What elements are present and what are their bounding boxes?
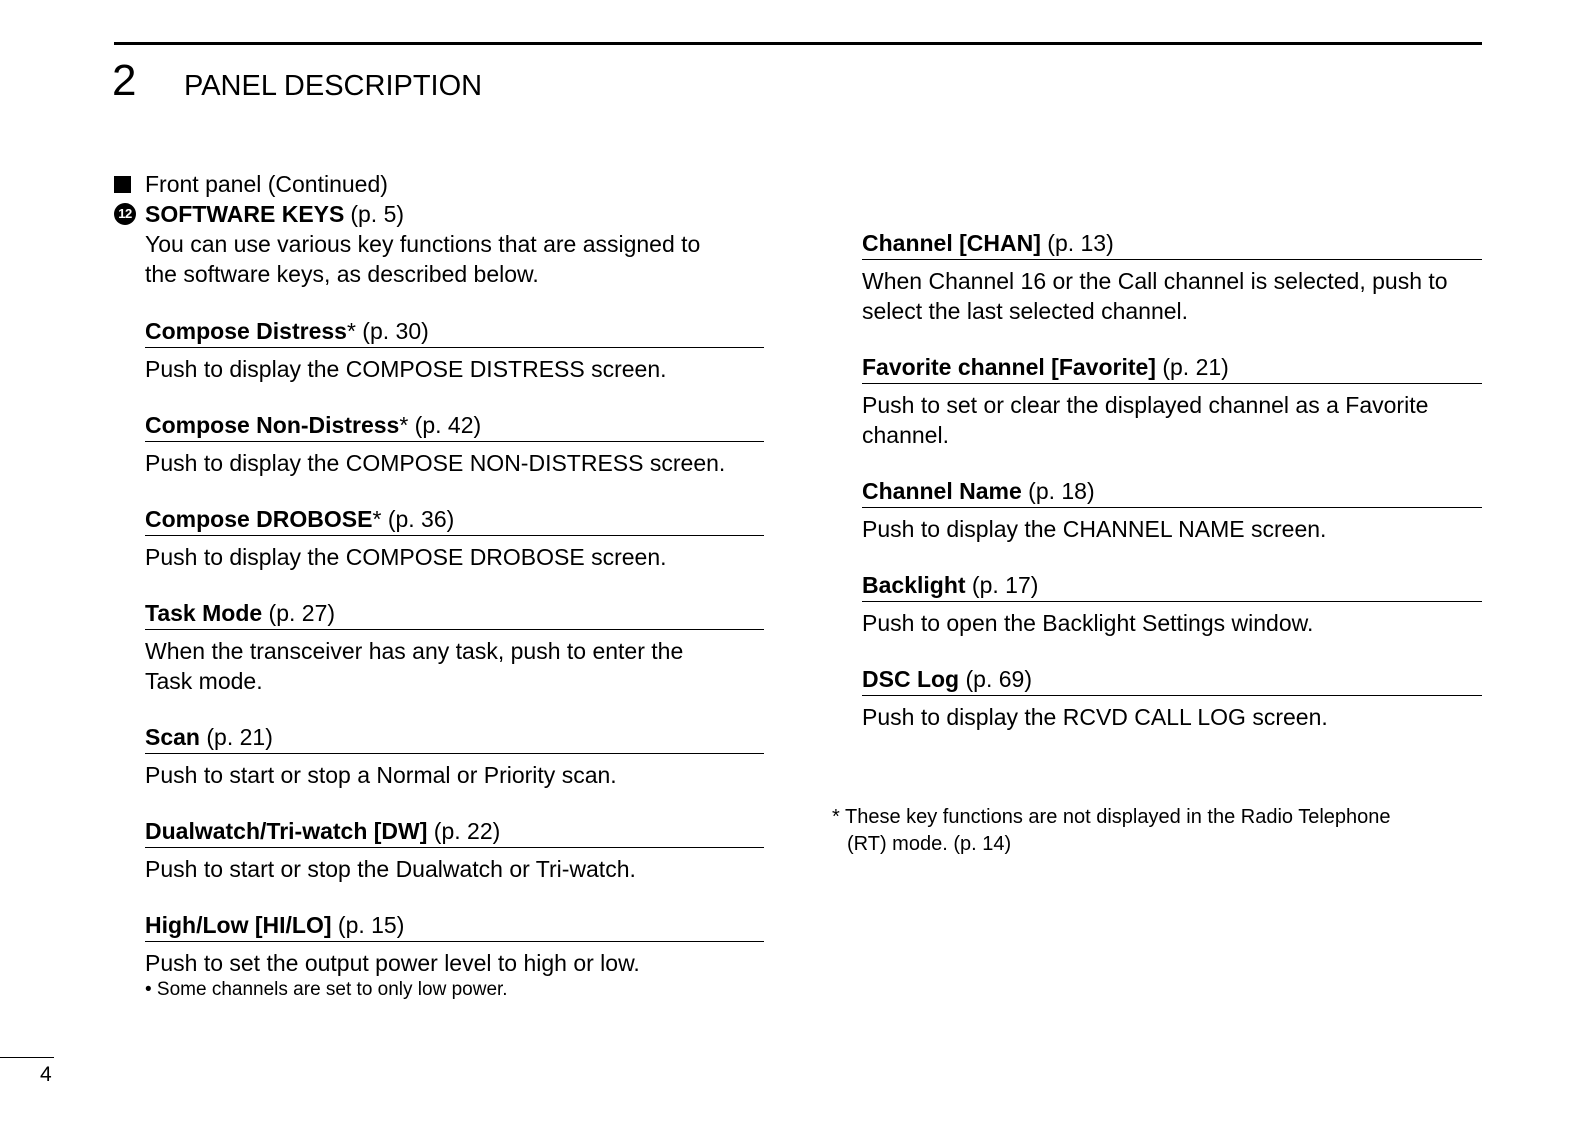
entry-description-line-1: When Channel 16 or the Call channel is selected, push to xyxy=(862,268,1448,294)
entry-compose-drobose xyxy=(145,504,764,572)
entry-heading xyxy=(145,910,764,942)
entry-asterisk: * xyxy=(372,506,382,532)
entry-name: Channel [CHAN] xyxy=(862,230,1041,256)
page-number: 4 xyxy=(40,1063,52,1086)
entry-ref: (p. 27) xyxy=(262,600,336,626)
entry-description: Push to display the COMPOSE NON-DISTRESS screen. xyxy=(145,450,726,476)
entry-description: Push to open the Backlight Settings window. xyxy=(862,610,1314,636)
entry-heading xyxy=(862,476,1482,508)
left-entries xyxy=(114,316,764,1002)
entry-asterisk: * xyxy=(346,318,356,344)
section-title-line xyxy=(114,169,764,199)
circled-number-icon: 12 xyxy=(114,203,136,225)
entry-description: Push to display the COMPOSE DISTRESS screen. xyxy=(145,356,667,382)
header-rule xyxy=(114,42,1482,45)
entry-name: Compose Distress xyxy=(145,318,347,344)
entry-description: Push to display the RCVD CALL LOG screen. xyxy=(862,704,1328,730)
entry-compose-distress xyxy=(145,316,764,384)
entry-ref: (p. 21) xyxy=(199,724,273,750)
entry-description-line-1: When the transceiver has any task, push to enter the xyxy=(145,638,684,664)
entry-asterisk: * xyxy=(399,412,409,438)
entry-heading xyxy=(862,352,1482,384)
entry-dsc-log xyxy=(862,664,1482,732)
item-ref: (p. 5) xyxy=(350,201,405,227)
entry-ref: (p. 30) xyxy=(355,318,429,344)
footnote-line-2: (RT) mode. (p. 14) xyxy=(847,833,1012,855)
entry-task-mode xyxy=(145,598,764,696)
item-title-line xyxy=(114,199,764,229)
entry-scan xyxy=(145,722,764,790)
entry-ref: (p. 13) xyxy=(1040,230,1114,256)
entry-name: Scan xyxy=(145,724,200,750)
entry-description-line-1: Push to set or clear the displayed channel as a Favorite xyxy=(862,392,1429,418)
entry-name: DSC Log xyxy=(862,666,960,692)
entry-note: • Some channels are set to only low power. xyxy=(145,979,508,1000)
square-bullet-icon xyxy=(114,176,131,193)
entry-heading xyxy=(862,228,1482,260)
entry-dualwatch xyxy=(145,816,764,884)
right-column xyxy=(862,228,1482,758)
intro-line-2: the software keys, as described below. xyxy=(145,261,539,287)
entry-high-low xyxy=(145,910,764,1002)
entry-heading xyxy=(145,722,764,754)
entry-ref: (p. 36) xyxy=(381,506,455,532)
footnote-line-1: * These key functions are not displayed in the Radio Telephone xyxy=(832,806,1391,828)
entry-description-line-2: channel. xyxy=(862,422,949,448)
entry-ref: (p. 69) xyxy=(959,666,1032,692)
entry-description: Push to start or stop the Dualwatch or Tri-watch. xyxy=(145,856,636,882)
entry-heading xyxy=(145,816,764,848)
chapter-number: 2 xyxy=(112,56,137,105)
entry-backlight xyxy=(862,570,1482,638)
entry-description: Push to start or stop a Normal or Priority scan. xyxy=(145,762,617,788)
entry-ref: (p. 18) xyxy=(1021,478,1095,504)
entry-favorite-channel xyxy=(862,352,1482,450)
entry-ref: (p. 22) xyxy=(427,818,501,844)
item-title: SOFTWARE KEYS xyxy=(145,201,345,227)
entry-name: Compose DROBOSE xyxy=(145,506,373,532)
entry-description-line-2: Task mode. xyxy=(145,668,263,694)
item-intro xyxy=(114,229,764,289)
entry-compose-non-distress xyxy=(145,410,764,478)
entry-ref: (p. 21) xyxy=(1155,354,1229,380)
entry-ref: (p. 15) xyxy=(331,912,405,938)
entry-name: Task Mode xyxy=(145,600,263,626)
entry-heading xyxy=(145,504,764,536)
entry-heading xyxy=(862,570,1482,602)
entry-channel-name xyxy=(862,476,1482,544)
entry-heading xyxy=(145,316,764,348)
page-number-rule xyxy=(0,1057,54,1058)
section-title: Front panel (Continued) xyxy=(145,171,388,197)
entry-ref: (p. 17) xyxy=(965,572,1039,598)
entry-heading xyxy=(862,664,1482,696)
entry-channel xyxy=(862,228,1482,326)
entry-name: Channel Name xyxy=(862,478,1022,504)
entry-name: Backlight xyxy=(862,572,966,598)
entry-name: Favorite channel [Favorite] xyxy=(862,354,1156,380)
footnote xyxy=(832,804,1472,858)
entry-heading xyxy=(145,410,764,442)
entry-ref: (p. 42) xyxy=(408,412,482,438)
entry-description: Push to display the CHANNEL NAME screen. xyxy=(862,516,1327,542)
entry-description: Push to display the COMPOSE DROBOSE screen. xyxy=(145,544,667,570)
entry-description-line-2: select the last selected channel. xyxy=(862,298,1189,324)
left-column xyxy=(114,169,764,1028)
entry-name: Dualwatch/Tri-watch [DW] xyxy=(145,818,428,844)
intro-line-1: You can use various key functions that are assigned to xyxy=(145,231,701,257)
entry-name: High/Low [HI/LO] xyxy=(145,912,332,938)
entry-description: Push to set the output power level to high or low. xyxy=(145,950,640,976)
chapter-title: PANEL DESCRIPTION xyxy=(184,70,483,102)
entry-name: Compose Non-Distress xyxy=(145,412,400,438)
entry-heading xyxy=(145,598,764,630)
